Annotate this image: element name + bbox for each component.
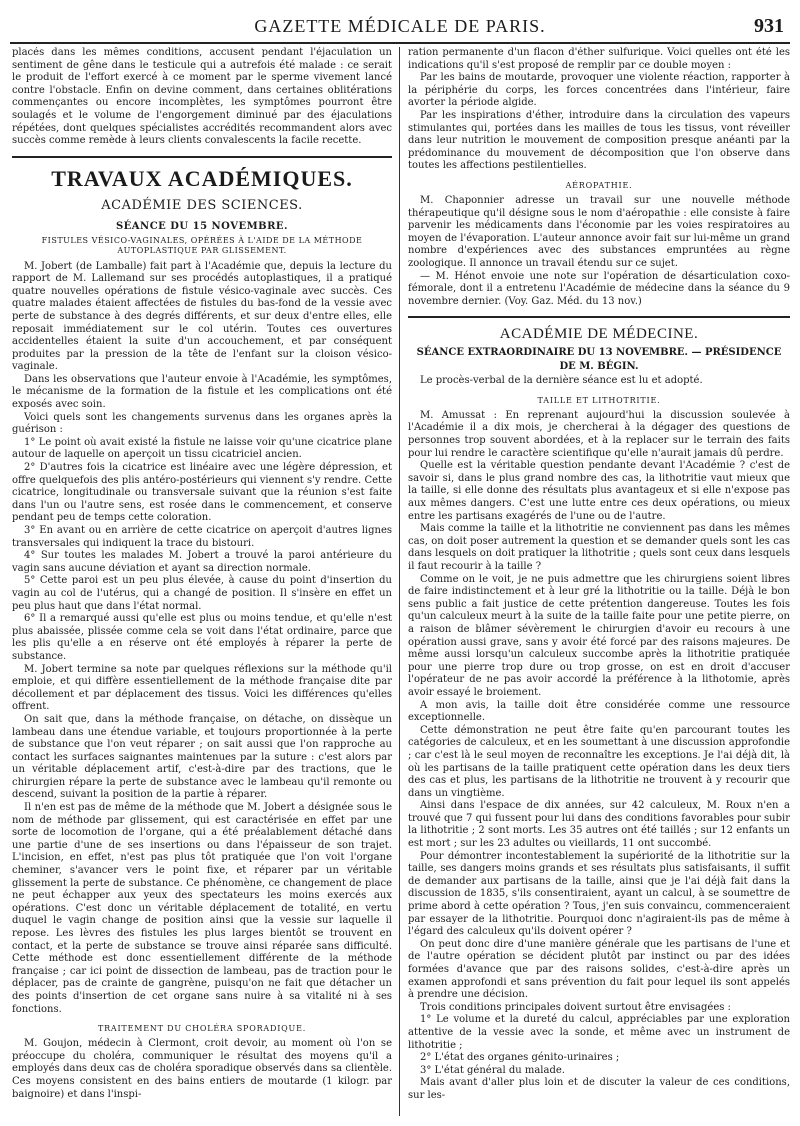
right-column xyxy=(408,47,790,1120)
paragraph: Voici quels sont les changements survenus dans les organes après la guérison : xyxy=(12,411,392,436)
paragraph: M. Goujon, médecin à Clermont, croit devoir, au moment où l'on se préoccupe du choléra, communiquer le résultat des moyens qu'il a employés dans deux cas de choléra sporadique observés dans sa clientèle. Ces moyens consistent en des bains entiers de moutarde (1 kilogr. par baignoire) et dans l'inspi- xyxy=(12,1038,392,1100)
paragraph: 1° Le volume et la dureté du calcul, appréciables par une exploration attentive de la vessie avec la sonde, et même avec un instrument de lithotritie ; xyxy=(408,1014,790,1051)
paragraph: M. Amussat : En reprenant aujourd'hui la discussion soulevée à l'Académie il a dix mois, je chercherai à la dégager des questions de personnes trop souvent abordées, et à la replacer sur le terrain des faits pour lui rendre le caractère scientifique qu'elle n'aurait jamais dû perdre. xyxy=(408,409,790,459)
paragraph: Comme on le voit, je ne puis admettre que les chirurgiens soient libres de faire indistinctement et à leur gré la lithotritie ou la taille. Déjà le bon sens public a fait justice de cette prétention dangereuse. Toutes les fois qu'un calculeux meurt à la suite de la taille faite pour une petite pierre, on a raison de blâmer sévèrement le chirurgien d'avoir eu recours à une opération aussi grave, sans y avoir été forcé par des raisons majeures. De même aussi lorsqu'un calculeux succombe après la lithotritie pratiquée pour une pierre trop dure ou trop grosse, on est en droit d'accuser l'opérateur de ne pas avoir accordé la préférence à la lithotomie, après avoir essayé le broiement. xyxy=(408,573,790,698)
aeropathie-heading: AÉROPATHIE. xyxy=(565,180,633,190)
paragraph: On peut donc dire d'une manière générale que les partisans de l'une et de l'autre opération se décident plutôt par instinct ou par des idées formées d'avance que par des raisons solides, c'est-à-dire après un examen approfondi et sans prévention du fait pour lequel ils sont appelés à prendre une décision. xyxy=(408,938,790,1001)
intro-paragraph: placés dans les mêmes conditions, accusent pendant l'éjaculation un sentiment de gêne dans le testicule qui a autrefois été malade : ce serait le produit de l'effort exercé à ce moment par le sperme vivement lancé contre l'obstacle. Enfin on devine comment, dans certaines oblitérations commençantes ou encore incomplètes, les symptômes pourront être soulagés et le volume de l'engorgement diminué par des éjaculations répétées, dont quelques spécialistes accrédités recommandent alors avec succès comme remède à leurs clients convalescents la facile recette. xyxy=(12,47,392,147)
seance-heading: SÉANCE DU 15 NOVEMBRE. xyxy=(115,220,289,232)
paragraph: 4° Sur toutes les malades M. Jobert a trouvé la paroi antérieure du vagin sans aucune déviation et ayant sa direction normale. xyxy=(12,550,392,574)
paragraph: 1° Le point où avait existé la fistule ne laisse voir qu'une cicatrice plane autour de laquelle on aperçoit un tissu cicatriciel ancien. xyxy=(12,436,392,461)
paragraph: Par les bains de moutarde, provoquer une violente réaction, rapporter à la périphérie du corps, les forces concentrées dans l'intérieur, faire avorter la période algide. xyxy=(408,72,790,109)
section-rule xyxy=(408,316,790,318)
meeting-heading: SÉANCE EXTRAORDINAIRE DU 13 NOVEMBRE. — PRÉSIDENCE DE M. BÉGIN. xyxy=(416,347,782,372)
left-column xyxy=(12,47,392,1120)
paragraph: Mais comme la taille et la lithotritie ne conviennent pas dans les mêmes cas, on doit poser autrement la question et se demander quels sont les cas dans lesquels on doit pratiquer la lithotritie ; quels sont ceux dans lesquels il faut recourir à la taille ? xyxy=(408,523,790,572)
paragraph: Par les inspirations d'éther, introduire dans la circulation des vapeurs stimulantes qui, portées dans les mailles de tous les tissus, vont réveiller dans leur nutrition le mouvement de composition presque anéanti par la prédominance du mouvement de décomposition que l'on observe dans toutes les affections pestilentielles. xyxy=(408,109,790,172)
journal-title: GAZETTE MÉDICALE DE PARIS. xyxy=(254,16,546,36)
paragraph: 3° L'état général du malade. xyxy=(420,1064,565,1076)
page-header xyxy=(10,6,790,44)
paragraph: On sait que, dans la méthode française, on détache, on dissèque un lambeau dans une étendue variable, et toujours proportionnée à la perte de substance que l'on veut réparer ; on sait aussi que l'on rapproche au contact les surfaces saignantes maintenues par la suture : c'est alors par un véritable déplacement artif, c'est-à-dire par des tractions, que le chirurgien répare la perte de substance avec le lambeau qu'il remonte ou descend, suivant la position de la partie à réparer. xyxy=(12,713,392,801)
paragraph: M. Jobert (de Lamballe) fait part à l'Académie que, depuis la lecture du rapport de M. Lallemand sur ses procédés autoplastiques, il a pratiqué quatre nouvelles opérations de fistule vésico-vaginale avec succès. Ces quatre malades étaient affectées de fistules du bas-fond de la vessie avec perte de substance à des degrés différents, et sur deux d'entre elles, elle reposait immédiatement sur le col utérin. Toutes ces ouvertures accidentelles étaient la suite d'un accouchement, et par conséquent produites par la pression de la tête de l'enfant sur la cloison vésico-vaginale. xyxy=(12,260,392,373)
paragraph: Pour démontrer incontestablement la supériorité de la lithotritie sur la taille, ses dangers moins grands et ses résultats plus satisfaisants, il suffit de demander aux partisans de la taille, ainsi que je l'ai déjà fait dans la discussion de 1835, s'ils consentiraient, ayant un calcul, à se soumettre de prime abord à cette opération ? Tous, j'en suis convaincu, commenceraient par essayer de la lithotritie. Pourquoi donc n'agiraient-ils pas de même à l'égard des calculeux qu'ils doivent opérer ? xyxy=(408,850,790,938)
taille-heading: TAILLE ET LITHOTRITIE. xyxy=(537,395,661,405)
paragraph: A mon avis, la taille doit être considérée comme une ressource exceptionnelle. xyxy=(408,699,790,724)
paragraph: Dans les observations que l'auteur envoie à l'Académie, les symptômes, le mécanisme de la formation de la fistule et les complications ont été exposés avec soin. xyxy=(12,373,392,411)
paragraph: 3° En avant ou en arrière de cette cicatrice on aperçoit d'autres lignes transversales qui indiquent la trace du bistouri. xyxy=(12,525,392,549)
column-divider xyxy=(399,47,400,1116)
paragraph: 2° L'état des organes génito-urinaires ; xyxy=(420,1052,620,1064)
paragraph: ration permanente d'un flacon d'éther sulfurique. Voici quelles ont été les indications qu'il s'est proposé de remplir par ce double moyen : xyxy=(408,47,790,71)
paragraph: Cette démonstration ne peut être faite qu'en parcourant toutes les catégories de calculeux, et en les soumettant à une discussion approfondie ; car c'est là le seul moyen de reconnaître les exceptions. Je l'ai déjà dit, là où les partisans de la taille pratiquent cette opération dans les deux tiers des cas et plus, les partisans de la lithotritie ne trouvent à y recourir que dans un vingtième. xyxy=(408,724,790,799)
cholera-heading: TRAITEMENT DU CHOLÉRA SPORADIQUE. xyxy=(97,1024,307,1034)
paragraph: 6° Il a remarqué aussi qu'elle est plus ou moins tendue, et qu'elle n'est plus abaissée, plissée comme cela se voit dans l'état ordinaire, parce que les plis qu'elle a en réserve ont été employés à réparer la perte de substance. xyxy=(12,613,392,662)
page-number: 931 xyxy=(754,15,784,37)
paragraph: Trois conditions principales doivent surtout être envisagées : xyxy=(420,1001,731,1013)
academy-heading: ACADÉMIE DES SCIENCES. xyxy=(101,197,303,213)
subject-heading: FISTULES VÉSICO-VAGINALES, OPÉRÉES À L'AIDE DE LA MÉTHODE AUTOPLASTIQUE PAR GLISSEMENT. xyxy=(41,235,363,256)
paragraph: 2° D'autres fois la cicatrice est linéaire avec une légère dépression, et offre quelquefois des plis antéro-postérieurs qui viennent s'y rendre. Cette cicatrice, longitudinale ou transversale suivant que la réunion s'est faite dans l'un ou l'autre sens, est rosée dans le commencement, et conserve pendant peu de temps cette coloration. xyxy=(12,462,392,524)
paragraph: 5° Cette paroi est un peu plus élevée, à cause du point d'insertion du vagin au col de l'utérus, qui a changé de position. Il s'insère en effet un peu plus haut que dans l'état normal. xyxy=(12,575,392,612)
paragraph: Le procès-verbal de la dernière séance est lu et adopté. xyxy=(420,375,703,387)
paragraph: — M. Hénot envoie une note sur l'opération de désarticulation coxo-fémorale, dont il a entretenu l'Académie de médecine dans la séance du 9 novembre dernier. (Voy. Gaz. Méd. du 13 nov.) xyxy=(408,270,790,307)
paragraph: M. Jobert termine sa note par quelques réflexions sur la méthode qu'il emploie, et qui diffère essentiellement de la méthode française dite par décollement et par déplacement des tissus. Voici les différences qu'elles offrent. xyxy=(12,663,392,713)
paragraph: Ainsi dans l'espace de dix années, sur 42 calculeux, M. Roux n'en a trouvé que 7 qui fussent pour lui dans des conditions favorables pour subir la lithotritie ; 2 sont morts. Les 35 autres ont été taillés ; sur 12 enfants un est mort ; sur les 23 adultes ou vieillards, 11 ont succombé. xyxy=(408,800,790,850)
paragraph: Quelle est la véritable question pendante devant l'Académie ? c'est de savoir si, dans le plus grand nombre des cas, la lithotritie vaut mieux que la taille, si elle donne des résultats plus avantageux et si elle n'expose pas aux mêmes dangers. C'est une lutte entre ces deux opérations, ou mieux entre les partisans exagérés de l'une ou de l'autre. xyxy=(408,460,790,522)
paragraph: Il n'en est pas de même de la méthode que M. Jobert a désignée sous le nom de méthode par glissement, qui est caractérisée en effet par une sorte de locomotion de l'organe, qui a été préalablement détaché dans une partie d'une de ses insertions ou dans l'épaisseur de son trajet. L'incision, en effet, n'est pas plus tôt pratiquée que l'on voit l'organe cheminer, s'avancer vers le point fixe, et réparer par un véritable glissement la perte de substance. Ce phénomène, ce changement de place ne peut échapper aux yeux des spectateurs les moins exercés aux opérations. C'est donc un véritable déplacement de totalité, en vertu duquel le vagin change de position ainsi que la vessie sur laquelle il repose. Les lèvres des fistules les plus larges bientôt se trouvent en contact, et la perte de substance se trouve ainsi réparée sans difficulté. Cette méthode est donc essentiellement différente de la méthode française ; car ici point de dissection de lambeau, pas de traction pour le déplacer, pas de crainte de gangrène, puisqu'on ne fait que détacher un des points d'insertion de cet organe sans nuire à sa vitalité ni à ses fonctions. xyxy=(12,802,392,1015)
paragraph: M. Chaponnier adresse un travail sur une nouvelle méthode thérapeutique qu'il désigne sous le nom d'aéropathie : elle consiste à faire parvenir les médicaments dans l'économie par les voies respiratoires au moyen de l'évaporation. L'auteur annonce avoir fait sur lui-même un grand nombre d'expériences avec des substances empruntées au règne zoologique. Il annonce un travail étendu sur ce sujet. xyxy=(408,194,790,269)
academy-medecine-heading: ACADÉMIE DE MÉDECINE. xyxy=(499,326,699,343)
section-rule xyxy=(12,156,392,158)
paragraph: Mais avant d'aller plus loin et de discuter la valeur de ces conditions, sur les- xyxy=(408,1077,790,1101)
section-title: TRAVAUX ACADÉMIQUES. xyxy=(51,165,353,191)
